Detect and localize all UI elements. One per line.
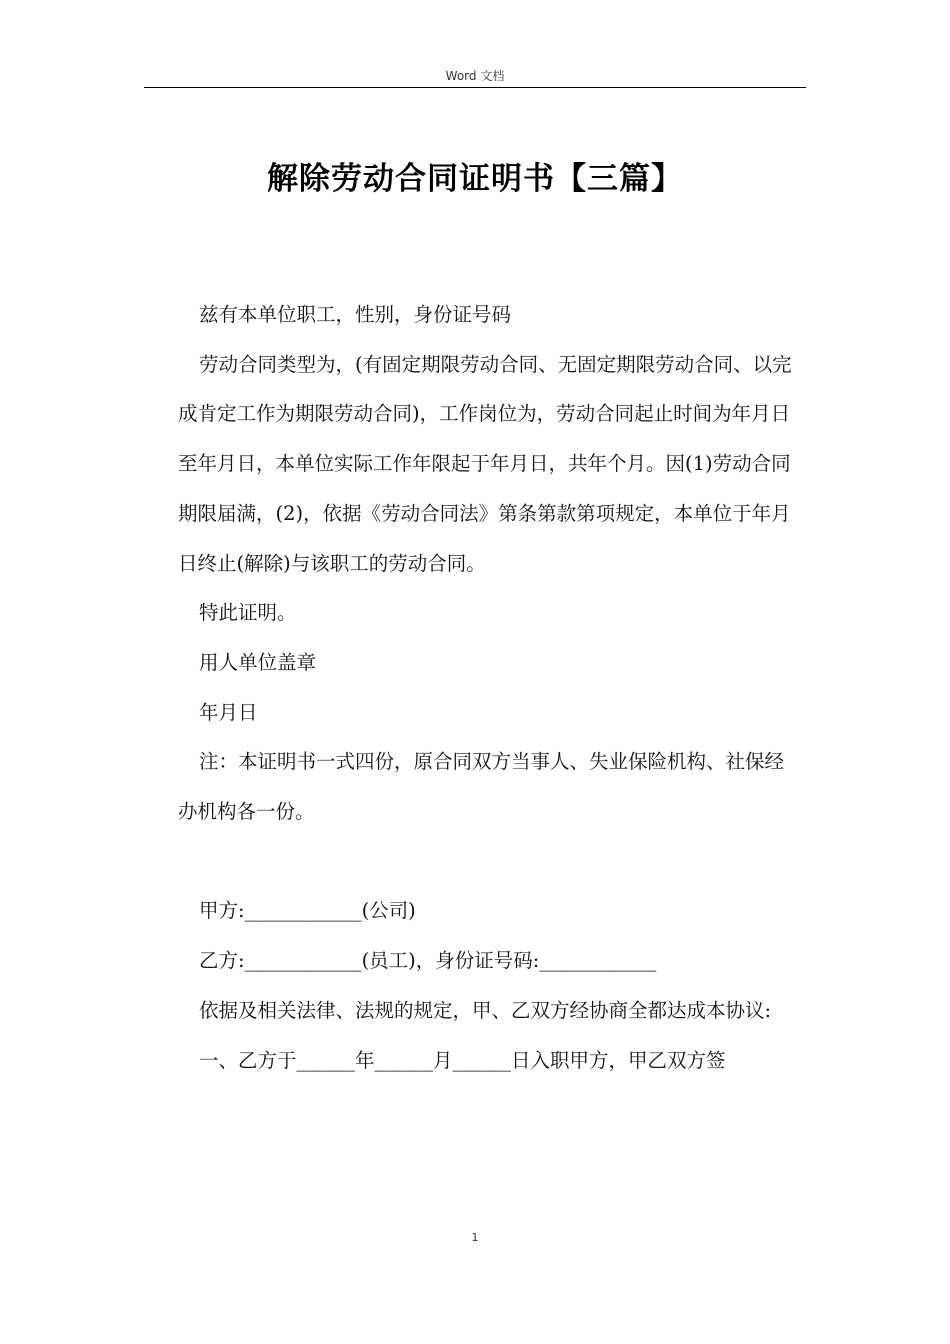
paragraph: 甲方:____________(公司) <box>199 899 416 923</box>
page-number: 1 <box>471 1231 479 1244</box>
document-title: 解除劳动合同证明书【三篇】 <box>267 161 683 197</box>
page-header: Word 文档 <box>445 69 505 83</box>
document-body <box>178 290 802 1085</box>
paragraph: 年月日 <box>199 700 258 724</box>
paragraph: 用人单位盖章 <box>199 650 317 674</box>
paragraph: 乙方:____________(员工)，身份证号码:____________ <box>199 949 657 973</box>
paragraph: 劳动合同类型为，(有固定期限劳动合同、无固定期限劳动合同、以完成肯定工作为期限劳动合同)，工作岗位为，劳动合同起止时间为年月日至年月日，本单位实际工作年限起于年月日，共年个月。因(1)劳动合同期限届满，(2)，依据《劳动合同法》第条第款第项规定，本单位于年月日终止(解除)与该职工的劳动合同。 <box>178 352 792 575</box>
paragraph: 一、乙方于______年______月______日入职甲方，甲乙双方签 <box>199 1048 726 1072</box>
paragraph: 特此证明。 <box>199 601 297 625</box>
paragraph: 兹有本单位职工，性别，身份证号码 <box>199 303 512 326</box>
paragraph: 注：本证明书一式四份，原合同双方当事人、失业保险机构、社保经办机构各一份。 <box>178 750 785 824</box>
header-divider <box>144 87 806 88</box>
paragraph: 依据及相关法律、法规的规定，甲、乙双方经协商全都达成本协议: <box>199 998 772 1022</box>
paragraph-spacer <box>178 837 802 887</box>
